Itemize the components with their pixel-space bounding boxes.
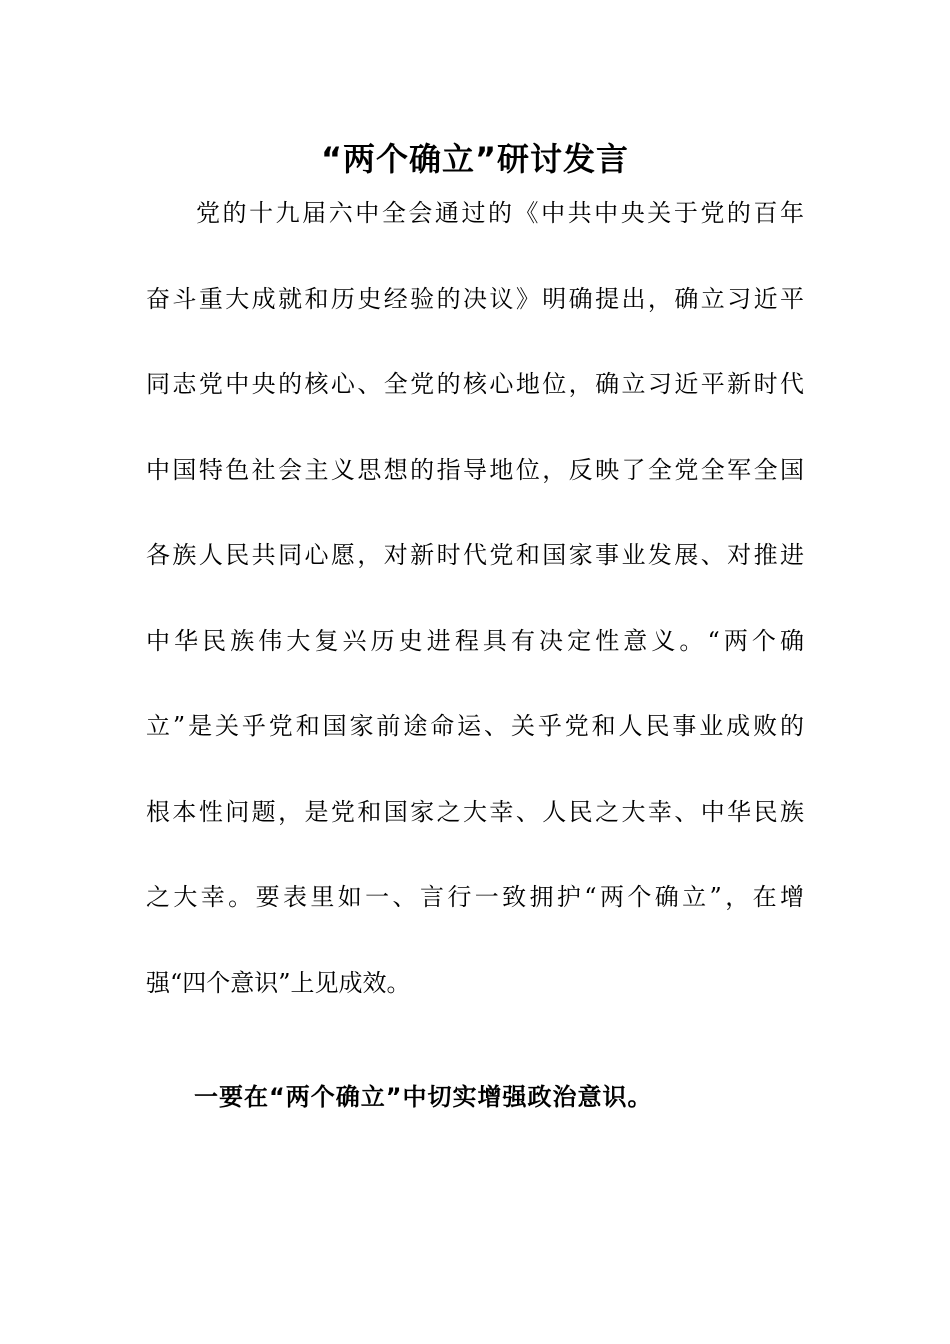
body-paragraph [146,193,804,1048]
paragraph-line: 之大幸。要表里如一、言行一致拥护“两个确立”，在增 [146,883,804,911]
paragraph-line: 立”是关乎党和国家前途命运、关乎党和人民事业成败的 [146,712,804,740]
paragraph-line: 党的十九届六中全会通过的《中共中央关于党的百年 [196,199,804,227]
paragraph-line: 中国特色社会主义思想的指导地位，反映了全党全军全国 [146,455,804,484]
paragraph-line: 各族人民共同心愿，对新时代党和国家事业发展、对推进 [146,541,804,569]
paragraph-line: 强“四个意识”上见成效。 [146,968,411,997]
paragraph-line: 根本性问题，是党和国家之大幸、人民之大幸、中华民族 [146,797,804,826]
paragraph-line: 中华民族伟大复兴历史进程具有决定性意义。“两个确 [146,626,804,655]
paragraph-line: 奋斗重大成就和历史经验的决议》明确提出，确立习近平 [146,284,804,313]
page-title: “两个确立”研讨发言 [320,140,630,178]
section-subheading: 一要在“两个确立”中切实增强政治意识。 [194,1083,653,1111]
paragraph-line: 同志党中央的核心、全党的核心地位，确立习近平新时代 [146,370,804,398]
